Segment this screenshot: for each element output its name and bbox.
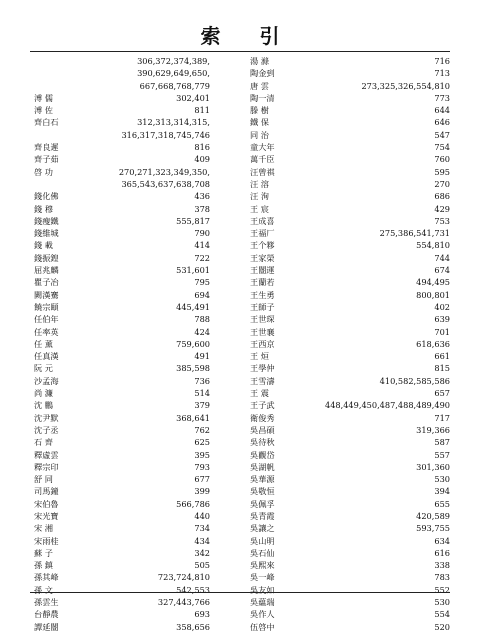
index-entry <box>250 166 450 178</box>
entry-pages: 394 <box>434 486 450 497</box>
entry-pages: 717 <box>434 412 450 423</box>
index-entry <box>250 375 450 387</box>
entry-pages: 557 <box>434 449 450 460</box>
index-entry <box>34 473 210 485</box>
index-entry <box>250 313 450 325</box>
entry-name: 王 烜 <box>250 351 269 362</box>
index-entry <box>250 510 450 522</box>
index-entry <box>34 129 210 141</box>
entry-pages: 306,372,374,389, <box>137 56 210 66</box>
index-column-right <box>250 55 450 633</box>
entry-pages: 744 <box>434 252 450 263</box>
index-entry <box>34 141 210 153</box>
entry-pages: 566,786 <box>176 498 210 509</box>
entry-pages: 316,317,318,745,746 <box>121 129 210 140</box>
index-entry <box>34 547 210 559</box>
entry-pages: 273,325,326,554,810 <box>361 80 450 91</box>
entry-pages: 365,543,637,638,708 <box>121 178 210 189</box>
entry-name: 錢 穆 <box>34 203 53 214</box>
index-entry <box>250 547 450 559</box>
entry-name: 沈子丞 <box>34 424 59 435</box>
index-entry <box>250 350 450 362</box>
entry-name: 錢 載 <box>34 240 53 251</box>
entry-pages: 625 <box>194 437 210 448</box>
entry-name: 汪曾祺 <box>250 166 275 177</box>
entry-pages: 816 <box>194 142 210 153</box>
index-entry <box>250 424 450 436</box>
entry-name: 吳敬恒 <box>250 486 275 497</box>
entry-name: 王師子 <box>250 301 275 312</box>
entry-name: 孫 鎮 <box>34 560 53 571</box>
index-column-left <box>34 55 210 633</box>
entry-pages: 788 <box>194 314 210 325</box>
entry-pages: 440 <box>194 510 210 521</box>
entry-pages: 390,629,649,650, <box>137 68 210 79</box>
entry-name: 任真漢 <box>34 351 59 362</box>
index-entry <box>250 104 450 116</box>
entry-pages: 434 <box>194 535 210 546</box>
index-entry <box>250 436 450 448</box>
entry-name: 吳昌碩 <box>250 424 275 435</box>
entry-name: 宋 湘 <box>34 523 53 534</box>
entry-name: 宋光寶 <box>34 510 59 521</box>
entry-pages: 275,386,541,731 <box>379 228 450 239</box>
index-entry <box>250 608 450 620</box>
entry-name: 童大年 <box>250 142 275 153</box>
index-entry <box>34 375 210 387</box>
entry-name: 鐵 保 <box>250 117 269 128</box>
entry-name: 舒 同 <box>34 474 53 485</box>
entry-pages: 530 <box>434 597 450 608</box>
entry-pages: 429 <box>434 203 450 214</box>
entry-pages: 530 <box>434 474 450 485</box>
entry-pages: 593,755 <box>416 523 450 534</box>
entry-pages: 762 <box>194 424 210 435</box>
index-entry <box>34 535 210 547</box>
index-entry <box>34 313 210 325</box>
entry-name: 吳佩孚 <box>250 498 275 509</box>
entry-name: 伍啓中 <box>250 621 275 632</box>
entry-pages: 795 <box>194 277 210 288</box>
entry-pages: 655 <box>434 498 450 509</box>
entry-name: 吳友如 <box>250 584 275 595</box>
index-entry <box>34 55 210 67</box>
page-title: 索 引 <box>200 24 296 48</box>
entry-name: 王子武 <box>250 400 275 411</box>
index-entry <box>250 80 450 92</box>
entry-name: 溥 儒 <box>34 92 53 103</box>
entry-name: 錢化佛 <box>34 191 59 202</box>
index-entry <box>34 80 210 92</box>
entry-pages: 302,401 <box>176 92 210 103</box>
index-entry <box>250 190 450 202</box>
entry-pages: 595 <box>434 166 450 177</box>
index-entry <box>34 264 210 276</box>
entry-name: 吳山明 <box>250 535 275 546</box>
entry-name: 吳熙來 <box>250 560 275 571</box>
entry-name: 闕漢騫 <box>34 289 59 300</box>
index-entry <box>250 621 450 633</box>
entry-name: 陶金到 <box>250 68 275 79</box>
index-entry <box>34 571 210 583</box>
index-entry <box>34 584 210 596</box>
index-entry <box>34 190 210 202</box>
entry-name: 汪 溶 <box>250 178 269 189</box>
entry-name: 王家榮 <box>250 252 275 263</box>
index-entry <box>250 449 450 461</box>
entry-pages: 734 <box>194 523 210 534</box>
index-entry <box>34 289 210 301</box>
index-entry <box>250 522 450 534</box>
index-entry <box>250 498 450 510</box>
index-entry <box>250 153 450 165</box>
entry-pages: 338 <box>434 560 450 571</box>
index-entry <box>250 264 450 276</box>
entry-pages: 760 <box>434 154 450 165</box>
entry-pages: 693 <box>194 609 210 620</box>
index-entry <box>250 67 450 79</box>
entry-pages: 646 <box>434 117 450 128</box>
entry-name: 溥 佐 <box>34 105 53 116</box>
entry-name: 阮 元 <box>34 363 53 374</box>
entry-name: 王 宸 <box>250 203 269 214</box>
entry-pages: 661 <box>434 351 450 362</box>
index-entry <box>34 387 210 399</box>
entry-name: 譚延闓 <box>34 621 59 632</box>
entry-name: 吳讓之 <box>250 523 275 534</box>
top-rule <box>30 51 450 52</box>
index-entry <box>250 215 450 227</box>
entry-pages: 494,495 <box>416 277 450 288</box>
entry-name: 王世襄 <box>250 326 275 337</box>
index-entry <box>34 252 210 264</box>
entry-pages: 542,553 <box>176 584 210 595</box>
entry-name: 吳湖帆 <box>250 461 275 472</box>
entry-pages: 554 <box>434 609 450 620</box>
entry-name: 陶一清 <box>250 92 275 103</box>
entry-pages: 677 <box>194 474 210 485</box>
entry-name: 蘇 子 <box>34 547 53 558</box>
entry-name: 王闓運 <box>250 265 275 276</box>
entry-pages: 759,600 <box>176 338 210 349</box>
entry-pages: 409 <box>194 154 210 165</box>
entry-name: 沙孟海 <box>34 375 59 386</box>
index-entry <box>34 326 210 338</box>
index-entry <box>34 596 210 608</box>
entry-name: 齊良遲 <box>34 142 59 153</box>
index-entry <box>250 252 450 264</box>
index-entry <box>34 276 210 288</box>
entry-pages: 694 <box>194 289 210 300</box>
index-entry <box>250 387 450 399</box>
index-entry <box>34 338 210 350</box>
entry-pages: 547 <box>434 129 450 140</box>
entry-name <box>34 80 78 92</box>
entry-name: 萬千臣 <box>250 154 275 165</box>
entry-pages: 713 <box>434 68 450 79</box>
index-entry <box>250 141 450 153</box>
entry-pages: 800,801 <box>416 289 450 300</box>
entry-name: 宋伯魯 <box>34 498 59 509</box>
entry-name: 司馬鐘 <box>34 486 59 497</box>
entry-pages: 616 <box>434 547 450 558</box>
entry-pages: 723,724,810 <box>157 572 210 583</box>
index-entry <box>34 301 210 313</box>
entry-pages: 667,668,768,779 <box>139 80 210 91</box>
index-entry <box>34 522 210 534</box>
index-entry <box>34 449 210 461</box>
entry-pages: 402 <box>434 301 450 312</box>
entry-name: 饒宗頤 <box>34 301 59 312</box>
index-entry <box>34 608 210 620</box>
entry-pages: 531,601 <box>176 265 210 276</box>
entry-name: 宋雨桂 <box>34 535 59 546</box>
index-entry <box>34 203 210 215</box>
index-entry <box>34 412 210 424</box>
entry-name <box>34 129 78 141</box>
index-entry <box>250 362 450 374</box>
entry-pages: 368,641 <box>176 412 210 423</box>
entry-name: 王 震 <box>250 388 269 399</box>
entry-pages: 420,589 <box>416 510 450 521</box>
entry-name: 孫雲生 <box>34 597 59 608</box>
index-entry <box>250 412 450 424</box>
entry-pages: 554,810 <box>416 240 450 251</box>
entry-name: 同 治 <box>250 129 269 140</box>
index-entry <box>34 239 210 251</box>
entry-pages: 686 <box>434 191 450 202</box>
entry-pages: 379 <box>194 400 210 411</box>
entry-pages: 736 <box>194 375 210 386</box>
entry-pages: 358,656 <box>176 621 210 632</box>
entry-name: 石 齊 <box>34 437 53 448</box>
entry-pages: 378 <box>194 203 210 214</box>
entry-pages: 327,443,766 <box>157 597 210 608</box>
bottom-rule <box>30 592 450 593</box>
entry-pages: 410,582,585,586 <box>379 375 450 386</box>
entry-pages: 385,598 <box>176 363 210 374</box>
entry-name: 吳石仙 <box>250 547 275 558</box>
entry-name: 齊子茹 <box>34 154 59 165</box>
entry-pages: 491 <box>194 351 210 362</box>
entry-name: 王个簃 <box>250 240 275 251</box>
index-entry <box>250 129 450 141</box>
index-entry <box>34 436 210 448</box>
index-entry <box>34 153 210 165</box>
index-entry <box>250 399 450 411</box>
index-entry <box>34 485 210 497</box>
index-entry <box>34 399 210 411</box>
entry-pages: 716 <box>434 56 450 66</box>
entry-pages: 722 <box>194 252 210 263</box>
entry-name: 孫 文 <box>34 584 53 595</box>
index-entry <box>250 571 450 583</box>
entry-pages: 514 <box>194 388 210 399</box>
index-entry <box>250 584 450 596</box>
entry-pages: 618,636 <box>416 338 450 349</box>
entry-pages: 754 <box>434 142 450 153</box>
entry-pages: 399 <box>194 486 210 497</box>
entry-name: 王生勇 <box>250 289 275 300</box>
entry-pages: 414 <box>194 240 210 251</box>
entry-name: 吳作人 <box>250 609 275 620</box>
entry-pages: 790 <box>194 228 210 239</box>
entry-pages: 505 <box>194 560 210 571</box>
entry-pages: 634 <box>434 535 450 546</box>
entry-name: 台靜農 <box>34 609 59 620</box>
entry-pages: 811 <box>194 105 210 116</box>
entry-name: 釋虛雲 <box>34 449 59 460</box>
index-entry <box>34 350 210 362</box>
index-entry <box>34 92 210 104</box>
entry-name: 任 薰 <box>34 338 53 349</box>
entry-name: 沈尹默 <box>34 412 59 423</box>
entry-pages: 644 <box>434 105 450 116</box>
entry-pages: 773 <box>434 92 450 103</box>
entry-pages: 342 <box>194 547 210 558</box>
entry-name <box>34 67 78 79</box>
index-entry <box>34 166 210 178</box>
index-entry <box>34 227 210 239</box>
entry-name: 汪 洵 <box>250 191 269 202</box>
entry-pages: 312,313,314,315, <box>137 117 210 128</box>
index-entry <box>250 116 450 128</box>
index-entry <box>250 55 450 67</box>
index-entry <box>250 227 450 239</box>
entry-pages: 783 <box>434 572 450 583</box>
index-entry <box>250 92 450 104</box>
entry-name <box>34 178 78 190</box>
entry-name: 吳藴瑞 <box>250 597 275 608</box>
index-entry <box>34 498 210 510</box>
entry-name: 孫其峰 <box>34 572 59 583</box>
index-entry <box>34 178 210 190</box>
entry-name: 唐 雲 <box>250 80 269 91</box>
entry-name: 王雪濤 <box>250 375 275 386</box>
entry-pages: 395 <box>194 449 210 460</box>
entry-name: 吳待秋 <box>250 437 275 448</box>
index-entry <box>34 362 210 374</box>
index-entry <box>250 239 450 251</box>
entry-pages: 793 <box>194 461 210 472</box>
index-entry <box>250 461 450 473</box>
index-entry <box>34 621 210 633</box>
index-entry <box>250 276 450 288</box>
entry-pages: 555,817 <box>176 215 210 226</box>
index-entry <box>34 559 210 571</box>
index-entry <box>250 473 450 485</box>
index-entry <box>34 104 210 116</box>
entry-pages: 448,449,450,487,488,489,490 <box>324 400 450 411</box>
index-entry <box>250 596 450 608</box>
index-entry <box>250 301 450 313</box>
index-entry <box>34 67 210 79</box>
entry-name: 吳一峰 <box>250 572 275 583</box>
entry-name: 王成喜 <box>250 215 275 226</box>
entry-pages: 319,366 <box>416 424 450 435</box>
entry-name: 吳觀岱 <box>250 449 275 460</box>
entry-name: 吳青霞 <box>250 510 275 521</box>
entry-name: 湯 滌 <box>250 56 269 66</box>
index-entry <box>250 559 450 571</box>
entry-name: 滕 樹 <box>250 105 269 116</box>
entry-name: 衛俊秀 <box>250 412 275 423</box>
entry-name: 吳華源 <box>250 474 275 485</box>
entry-name: 釋宗印 <box>34 461 59 472</box>
entry-pages: 424 <box>194 326 210 337</box>
entry-name: 齊白石 <box>34 117 59 128</box>
entry-name: 王學仲 <box>250 363 275 374</box>
index-entry <box>34 215 210 227</box>
entry-name: 尚 濂 <box>34 388 53 399</box>
entry-name: 王世琛 <box>250 314 275 325</box>
entry-pages: 436 <box>194 191 210 202</box>
entry-pages: 445,491 <box>176 301 210 312</box>
entry-pages: 587 <box>434 437 450 448</box>
index-entry <box>34 510 210 522</box>
entry-name: 錢瘦鐵 <box>34 215 59 226</box>
entry-pages: 552 <box>434 584 450 595</box>
entry-name: 王蘭若 <box>250 277 275 288</box>
entry-name: 沈 鵬 <box>34 400 53 411</box>
index-entry <box>250 485 450 497</box>
index-entry <box>250 326 450 338</box>
entry-name <box>34 55 78 67</box>
index-entry <box>250 203 450 215</box>
entry-name: 啓 功 <box>34 166 53 177</box>
entry-pages: 520 <box>434 621 450 632</box>
entry-name: 任率英 <box>34 326 59 337</box>
entry-name: 任伯年 <box>34 314 59 325</box>
entry-pages: 701 <box>434 326 450 337</box>
entry-name: 錢振鍠 <box>34 252 59 263</box>
entry-name: 王福厂 <box>250 228 275 239</box>
entry-pages: 753 <box>434 215 450 226</box>
entry-name: 王西京 <box>250 338 275 349</box>
index-entry <box>34 116 210 128</box>
entry-pages: 639 <box>434 314 450 325</box>
entry-pages: 270,271,323,349,350, <box>118 166 210 177</box>
index-entry <box>250 535 450 547</box>
index-entry <box>34 424 210 436</box>
index-entry <box>250 289 450 301</box>
entry-name: 錢維城 <box>34 228 59 239</box>
entry-pages: 815 <box>434 363 450 374</box>
index-entry <box>34 461 210 473</box>
entry-pages: 301,360 <box>416 461 450 472</box>
entry-pages: 657 <box>434 388 450 399</box>
index-entry <box>250 178 450 190</box>
entry-name: 屈兆麟 <box>34 265 59 276</box>
entry-pages: 270 <box>434 178 450 189</box>
entry-pages: 674 <box>434 265 450 276</box>
entry-name: 瞿子冶 <box>34 277 59 288</box>
index-entry <box>250 338 450 350</box>
